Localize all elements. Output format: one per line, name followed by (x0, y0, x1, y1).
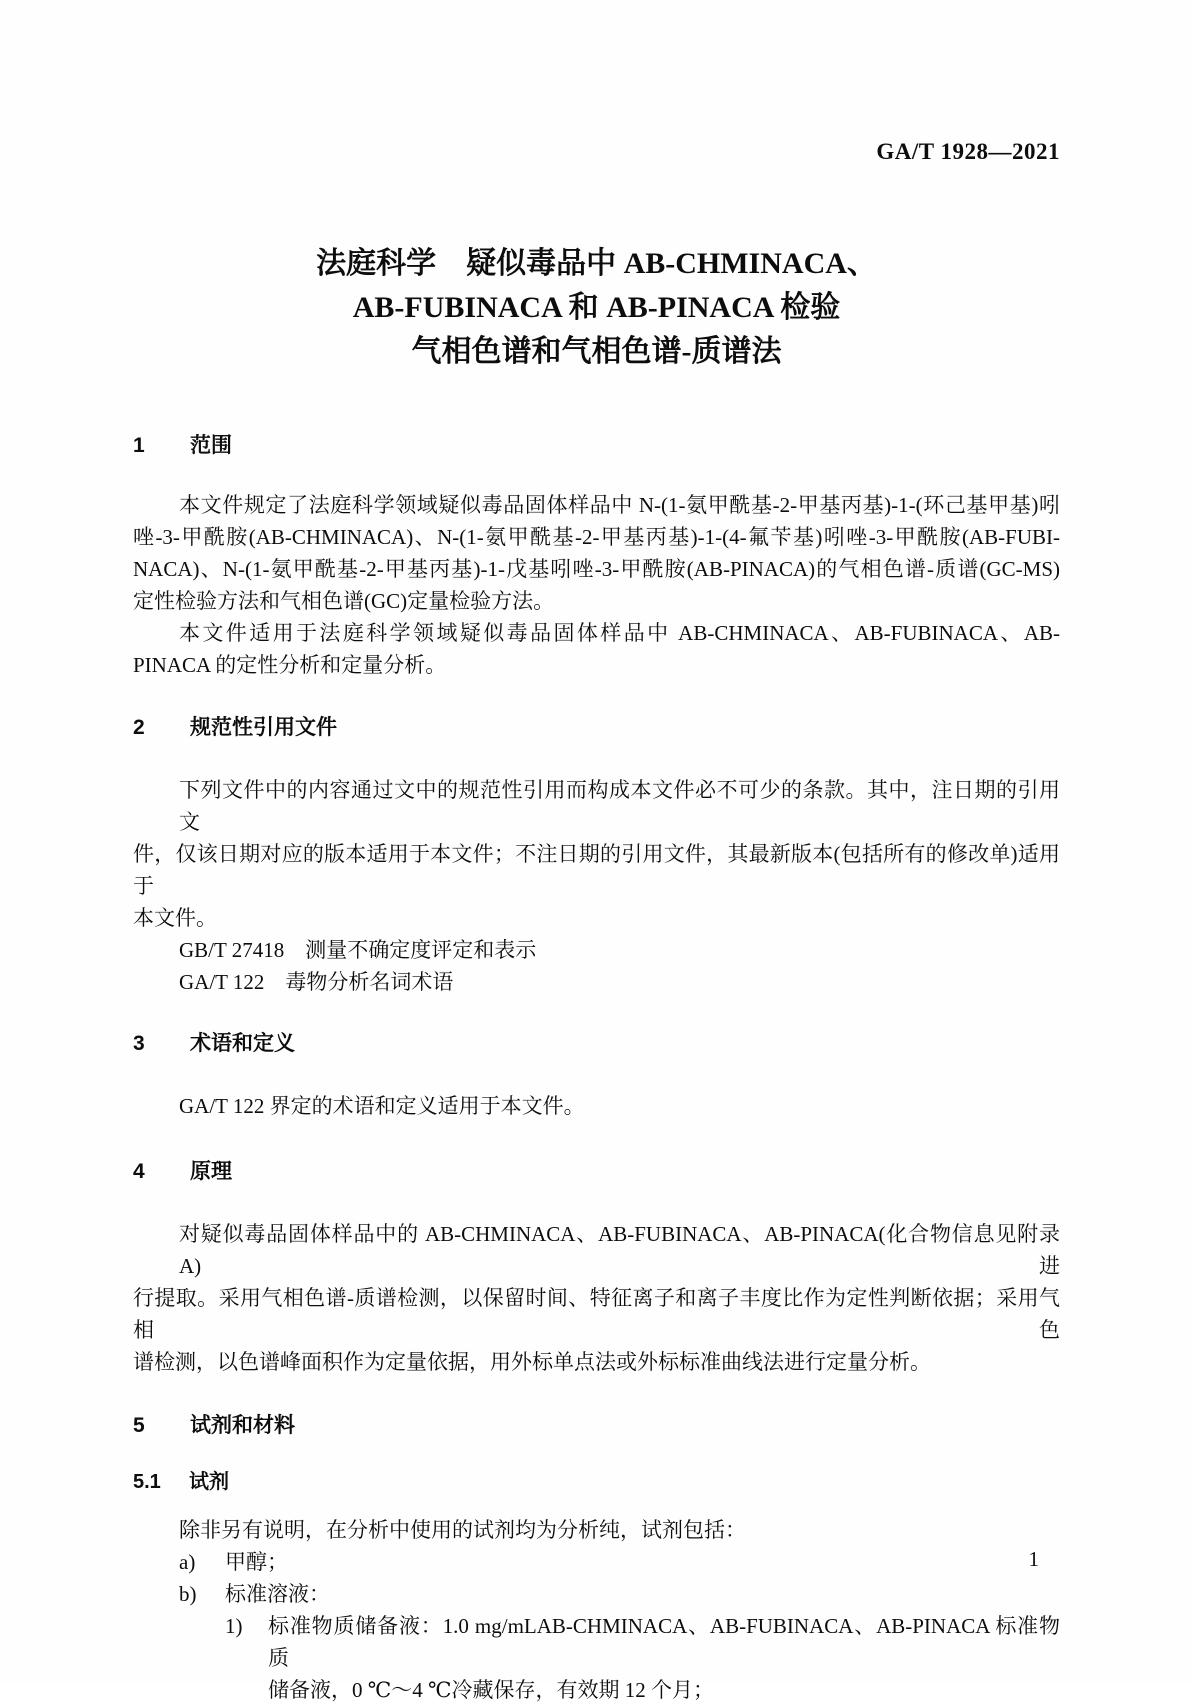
title-line-2: AB-FUBINACA 和 AB-PINACA 检验 (352, 291, 841, 324)
section-2 (133, 712, 1060, 998)
list-subitem-label: 1) (225, 1614, 243, 1638)
text-line: NACA)、N-(1-氨甲酰基-2-甲基丙基)-1-戊基吲唑-3-甲酰胺(AB-PINACA)的气相色谱-质谱(GC-MS) (133, 557, 1060, 581)
section-title: 范围 (190, 434, 232, 457)
section-heading-5.1 (133, 1467, 1060, 1497)
paragraph (133, 1514, 1060, 1546)
section-number: 2 (133, 716, 145, 739)
section-5 (133, 1410, 1060, 1706)
list-item (133, 1546, 1060, 1578)
section-heading-1 (133, 430, 1060, 462)
text-line: 谱检测，以色谱峰面积作为定量依据，用外标单点法或外标标准曲线法进行定量分析。 (133, 1350, 931, 1374)
section-heading-5 (133, 1410, 1060, 1442)
text-line: 下列文件中的内容通过文中的规范性引用而构成本文件必不可少的条款。其中，注日期的引用文 (179, 778, 1060, 834)
standard-code: GA/T 1928—2021 (876, 139, 1060, 164)
page-number: 1 (1028, 1547, 1039, 1571)
text-line: 本文件规定了法庭科学领域疑似毒品固体样品中 N-(1-氨甲酰基-2-甲基丙基)-1-(环己基甲基)吲 (179, 493, 1060, 517)
text-line: GA/T 122 毒物分析名词术语 (179, 970, 454, 994)
text-line: 对疑似毒品固体样品中的 AB-CHMINACA、AB-FUBINACA、AB-PINACA(化合物信息见附录 A)进 (179, 1222, 1060, 1278)
section-number: 3 (133, 1032, 145, 1055)
list-item-label: a) (179, 1550, 196, 1574)
text-line: GB/T 27418 测量不确定度评定和表示 (179, 938, 537, 962)
section-heading-4 (133, 1156, 1060, 1188)
section-number: 5.1 (133, 1471, 161, 1493)
section-title: 术语和定义 (190, 1032, 295, 1055)
paragraph (133, 1090, 1060, 1122)
list-subitem-continuation: 储备液，0 ℃～4 ℃冷藏保存，有效期 12 个月； (268, 1678, 714, 1702)
title-line-3: 气相色谱和气相色谱-质谱法 (411, 335, 782, 368)
text-line: 除非另有说明，在分析中使用的试剂均为分析纯，试剂包括： (179, 1518, 746, 1542)
section-title: 原理 (190, 1160, 232, 1183)
list-subitem (133, 1610, 1060, 1674)
section-title: 试剂 (189, 1471, 229, 1493)
section-heading-3 (133, 1028, 1060, 1060)
document-title (133, 242, 1060, 374)
text-line: 定性检验方法和气相色谱(GC)定量检验方法。 (133, 589, 555, 613)
paragraph (133, 774, 1060, 934)
text-line: 本文件。 (133, 906, 217, 930)
section-1 (133, 430, 1060, 681)
section-4 (133, 1156, 1060, 1378)
list-item-text: 标准溶液： (225, 1582, 330, 1606)
section-number: 5 (133, 1414, 145, 1437)
section-heading-2 (133, 712, 1060, 744)
item-list (133, 1546, 1060, 1706)
text-line: 本文件适用于法庭科学领域疑似毒品固体样品中 AB-CHMINACA、AB-FUBINACA、AB- (179, 621, 1060, 645)
paragraph (133, 617, 1060, 681)
paragraph (133, 489, 1060, 617)
text-line: GA/T 122 界定的术语和定义适用于本文件。 (179, 1094, 585, 1118)
list-subitem-text: 标准物质储备液：1.0 mg/mLAB-CHMINACA、AB-FUBINACA、AB-PINACA 标准物质 (268, 1614, 1060, 1670)
text-line: 行提取。采用气相色谱-质谱检测，以保留时间、特征离子和离子丰度比作为定性判断依据；采用气相色 (133, 1286, 1060, 1342)
list-item (133, 1578, 1060, 1610)
paragraph (133, 934, 1060, 998)
text-line: 唑-3-甲酰胺(AB-CHMINACA)、N-(1-氨甲酰基-2-甲基丙基)-1-(4-氟苄基)吲唑-3-甲酰胺(AB-FUBI- (133, 525, 1060, 549)
section-number: 4 (133, 1160, 145, 1183)
section-title: 规范性引用文件 (190, 716, 337, 739)
list-item-label: b) (179, 1582, 197, 1606)
section-title: 试剂和材料 (190, 1414, 295, 1437)
text-line: PINACA 的定性分析和定量分析。 (133, 653, 447, 677)
document-sections (133, 430, 1060, 1706)
section-3 (133, 1028, 1060, 1122)
subsection-5.1 (133, 1467, 1060, 1706)
title-line-1: 法庭科学 疑似毒品中 AB-CHMINACA、 (316, 247, 877, 280)
section-number: 1 (133, 434, 145, 457)
list-item-text: 甲醇； (225, 1550, 288, 1574)
paragraph (133, 1218, 1060, 1378)
page-content (133, 0, 1060, 1706)
text-line: 件，仅该日期对应的版本适用于本文件；不注日期的引用文件，其最新版本(包括所有的修改单)适用于 (133, 842, 1060, 898)
